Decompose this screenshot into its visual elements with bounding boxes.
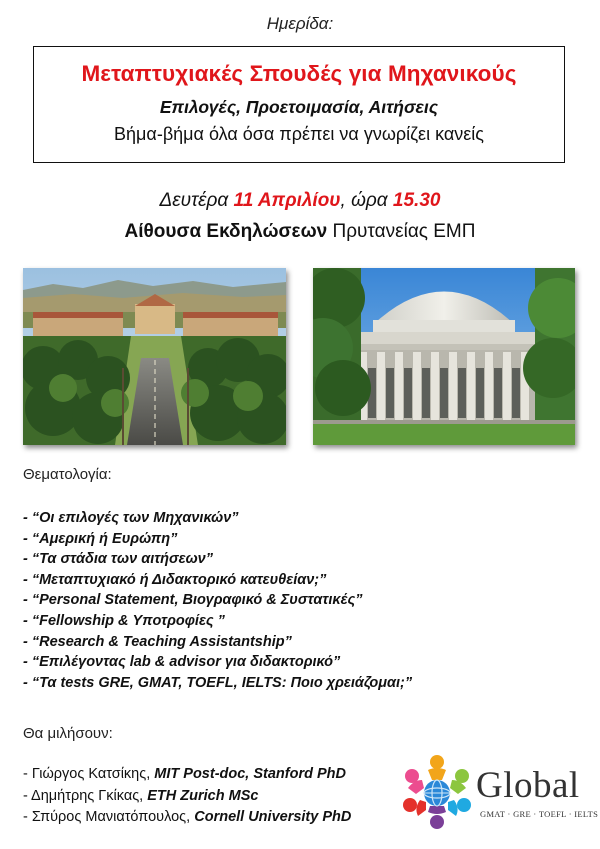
venue-place: Πρυτανείας ΕΜΠ: [327, 221, 476, 242]
event-date: 11 Απριλίου: [233, 190, 341, 211]
topic-item: - “Επιλέγοντας lab & advisor για διδακτορικό”: [23, 654, 341, 671]
speaker-item: [23, 807, 351, 829]
event-time: 15.30: [392, 190, 441, 211]
logo-tagline: GMAT · GRE · TOEFL · IELTS: [480, 809, 599, 819]
speaker-item: [23, 764, 351, 786]
time-prefix: , ώρα: [340, 190, 393, 211]
speaker-credentials: MIT Post-doc, Stanford PhD: [154, 766, 346, 782]
topic-item: - “Αμερική ή Ευρώπη”: [23, 530, 178, 547]
speaker-credentials: Cornell University PhD: [194, 809, 352, 825]
event-date-line: [0, 190, 600, 212]
logo-wordmark: Global: [476, 765, 580, 806]
day-prefix: Δευτέρα: [159, 190, 234, 211]
global-logo-emblem: [398, 750, 476, 832]
topic-item: - “Μεταπτυχιακό ή Διδακτορικό κατευθείαν;”: [23, 571, 327, 588]
event-type-label: Ημερίδα:: [266, 14, 334, 33]
topic-item: - “Οι επιλογές των Μηχανικών”: [23, 510, 239, 526]
title-box: [33, 46, 565, 163]
topic-item: - “Τα στάδια των αιτήσεων”: [23, 551, 213, 568]
topic-item: - “Fellowship & Υποτροφίες ”: [23, 612, 225, 629]
speaker-credentials: ETH Zurich MSc: [147, 787, 259, 804]
speaker-name: - Δημήτρης Γκίκας,: [23, 787, 148, 804]
topics-heading: Θεματολογία:: [23, 466, 112, 483]
event-tagline: Βήμα-βήμα όλα όσα πρέπει να γνωρίζει κανείς: [114, 124, 484, 144]
global-logo: [398, 750, 599, 832]
speakers-heading: Θα μιλήσουν:: [23, 725, 113, 742]
event-subtitle: Επιλογές, Προετοιμασία, Αιτήσεις: [159, 97, 439, 117]
event-venue: [0, 221, 600, 243]
mit-dome-photo: [313, 268, 575, 445]
speakers-list: [23, 764, 351, 829]
speaker-item: [23, 786, 351, 808]
topic-item: - “Τα tests GRE, GMAT, TOEFL, IELTS: Ποιο χρειάζομαι;”: [23, 674, 413, 691]
topic-item: - “Research & Teaching Assistantship”: [23, 633, 292, 650]
topic-item: - “Personal Statement, Βιογραφικό & Συστατικές”: [23, 592, 363, 609]
event-title: Μεταπτυχιακές Σπουδές για Μηχανικούς: [81, 61, 517, 86]
topics-list: [23, 508, 412, 693]
speaker-name: - Σπύρος Μανιατόπουλος,: [23, 809, 195, 825]
speaker-name: - Γιώργος Κατσίκης,: [23, 766, 155, 782]
stanford-campus-photo: [23, 268, 286, 445]
venue-hall: Αίθουσα Εκδηλώσεων: [124, 221, 328, 242]
